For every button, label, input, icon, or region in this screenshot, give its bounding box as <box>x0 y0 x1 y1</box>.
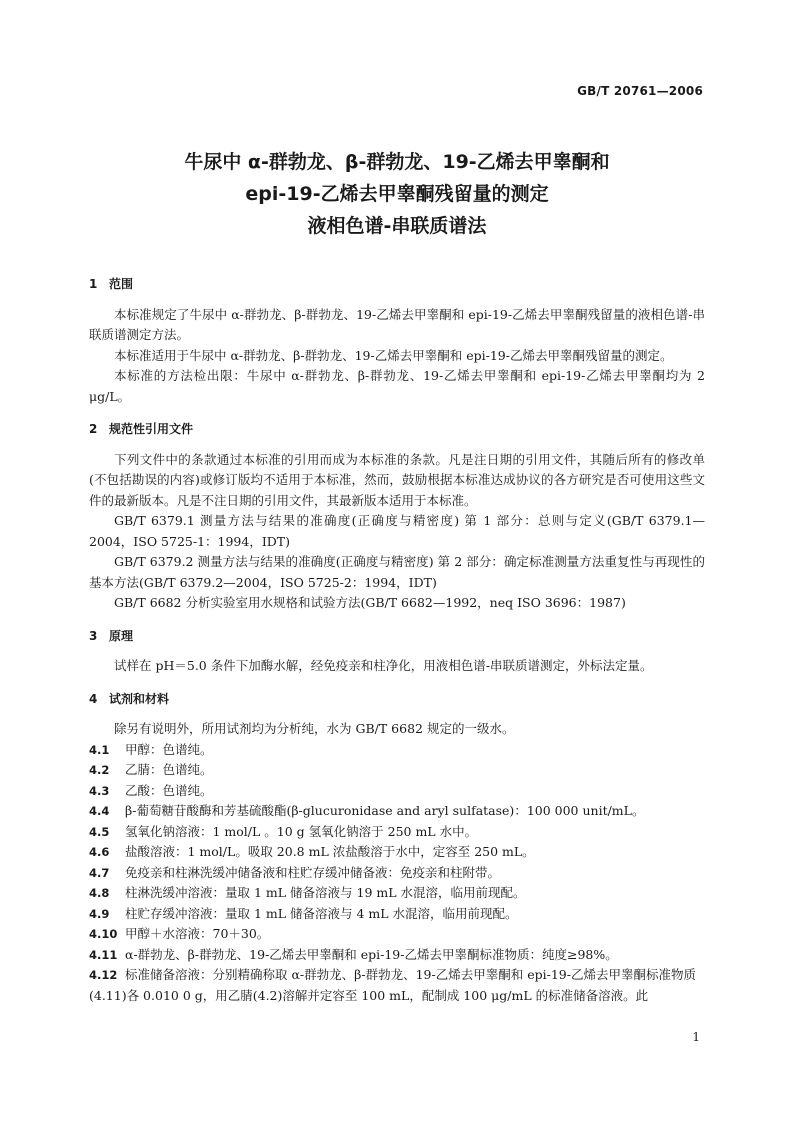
list-item <box>89 924 705 945</box>
item-number: 4.6 <box>89 845 110 859</box>
list-item <box>89 822 705 843</box>
item-number: 4.1 <box>89 742 110 757</box>
list-item <box>89 740 705 761</box>
list-item <box>89 863 705 884</box>
section-number: 1 <box>89 277 98 291</box>
paragraph: 本标准规定了牛尿中 α-群勃龙、β-群勃龙、19-乙烯去甲睾酮和 epi-19-乙烯去甲睾酮残留量的液相色谱-串联质谱测定方法。 <box>89 306 705 342</box>
list-item <box>89 965 705 1006</box>
standard-code: GB/T 20761—2006 <box>577 84 703 98</box>
item-text: 柱贮存缓冲溶液：量取 1 mL 储备溶液与 4 mL 水混溶，临用前现配。 <box>125 905 518 921</box>
title-line-1: 牛尿中 α-群勃龙、β-群勃龙、19-乙烯去甲睾酮和 <box>184 151 610 173</box>
paragraph: 本标准适用于牛尿中 α-群勃龙、β-群勃龙、19-乙烯去甲睾酮和 epi-19-乙烯去甲睾酮残留量的测定。 <box>114 347 673 363</box>
paragraph: 本标准的方法检出限：牛尿中 α-群勃龙、β-群勃龙、19-乙烯去甲睾酮和 epi-19-乙烯去甲睾酮均为 2 μg/L。 <box>89 368 705 404</box>
section-1-heading <box>89 274 705 295</box>
page-number: 1 <box>692 1030 700 1044</box>
section-4-heading <box>89 689 705 710</box>
item-text: 乙腈：色谱纯。 <box>125 762 213 777</box>
item-text: 乙酸：色谱纯。 <box>125 782 213 798</box>
item-text: α-群勃龙、β-群勃龙、19-乙烯去甲睾酮和 epi-19-乙烯去甲睾酮标准物质：纯度≥98%。 <box>125 946 618 962</box>
item-text: 免疫亲和柱淋洗缓冲储备液和柱贮存缓冲储备液：免疫亲和柱附带。 <box>125 864 501 880</box>
paragraph: 除另有说明外，所用试剂均为分析纯，水为 GB/T 6682 规定的一级水。 <box>114 721 515 736</box>
section-3-heading <box>89 626 705 647</box>
section-number: 2 <box>89 422 98 436</box>
item-text: 甲醇：色谱纯。 <box>125 741 213 757</box>
item-number: 4.4 <box>89 804 110 818</box>
item-number: 4.9 <box>89 906 110 921</box>
section-2-heading <box>89 419 705 440</box>
item-text: 标准储备溶液：分别精确称取 α-群勃龙、β-群勃龙、19-乙烯去甲睾酮和 epi-19-乙烯去甲睾酮标准物质(4.11)各 0.010 0 g，用乙腈(4.2)溶解并定容至 100 mL，配制成 100 μg/mL 的标准储备溶液。此 <box>89 967 696 1003</box>
section-title: 规范性引用文件 <box>109 422 194 436</box>
item-number: 4.7 <box>89 865 110 880</box>
item-text: β-葡萄糖苷酸酶和芳基硫酸酯(β-glucuronidase and aryl sulfatase)：100 000 unit/mL。 <box>125 803 645 818</box>
section-title: 原理 <box>109 628 134 643</box>
reference-entry: GB/T 6379.2 测量方法与结果的准确度(正确度与精密度) 第 2 部分：确定标准测量方法重复性与再现性的基本方法(GB/T 6379.2—2004，ISO 5725-2：1994，IDT) <box>89 554 705 590</box>
paragraph: 下列文件中的条款通过本标准的引用而成为本标准的条款。凡是注日期的引用文件，其随后所有的修改单(不包括勘误的内容)或修订版均不适用于本标准，然而，鼓励根据本标准达成协议的各方研究是否可使用这些文件的最新版本。凡是不注日期的引用文件，其最新版本适用于本标准。 <box>89 451 705 508</box>
reference-entry: GB/T 6379.1 测量方法与结果的准确度(正确度与精密度) 第 1 部分：总则与定义(GB/T 6379.1—2004，ISO 5725-1：1994，IDT) <box>89 513 705 549</box>
item-number: 4.2 <box>89 763 110 777</box>
item-number: 4.10 <box>89 927 118 941</box>
section-title: 试剂和材料 <box>109 691 170 706</box>
list-item <box>89 781 705 802</box>
list-item <box>89 883 705 904</box>
item-number: 4.8 <box>89 886 110 900</box>
item-text: 氢氧化钠溶液：1 mol/L 。10 g 氢氧化钠溶于 250 mL 水中。 <box>125 823 478 839</box>
section-number: 4 <box>89 691 98 706</box>
item-text: 甲醇＋水溶液：70＋30。 <box>125 926 270 941</box>
list-item <box>89 801 705 822</box>
title-line-3: 液相色谱-串联质谱法 <box>307 215 487 237</box>
item-text: 盐酸溶液：1 mol/L。吸取 20.8 mL 浓盐酸溶于水中，定容至 250 mL。 <box>125 844 535 859</box>
document-title <box>0 146 794 242</box>
paragraph: 试样在 pH＝5.0 条件下加酶水解，经免疫亲和柱净化，用液相色谱-串联质谱测定，外标法定量。 <box>114 658 653 673</box>
item-text: 柱淋洗缓冲溶液：量取 1 mL 储备溶液与 19 mL 水混溶，临用前现配。 <box>125 885 526 900</box>
title-line-2: epi-19-乙烯去甲睾酮残留量的测定 <box>245 183 549 205</box>
item-number: 4.12 <box>89 968 118 982</box>
section-title: 范围 <box>109 277 134 291</box>
document-body <box>89 274 705 1006</box>
list-item <box>89 842 705 863</box>
reference-entry: GB/T 6682 分析实验室用水规格和试验方法(GB/T 6682—1992，neq ISO 3696：1987) <box>114 595 626 610</box>
section-number: 3 <box>89 628 98 643</box>
list-item <box>89 904 705 925</box>
item-number: 4.3 <box>89 783 110 798</box>
item-number: 4.5 <box>89 824 110 839</box>
item-number: 4.11 <box>89 947 118 962</box>
list-item <box>89 945 705 966</box>
list-item <box>89 760 705 781</box>
